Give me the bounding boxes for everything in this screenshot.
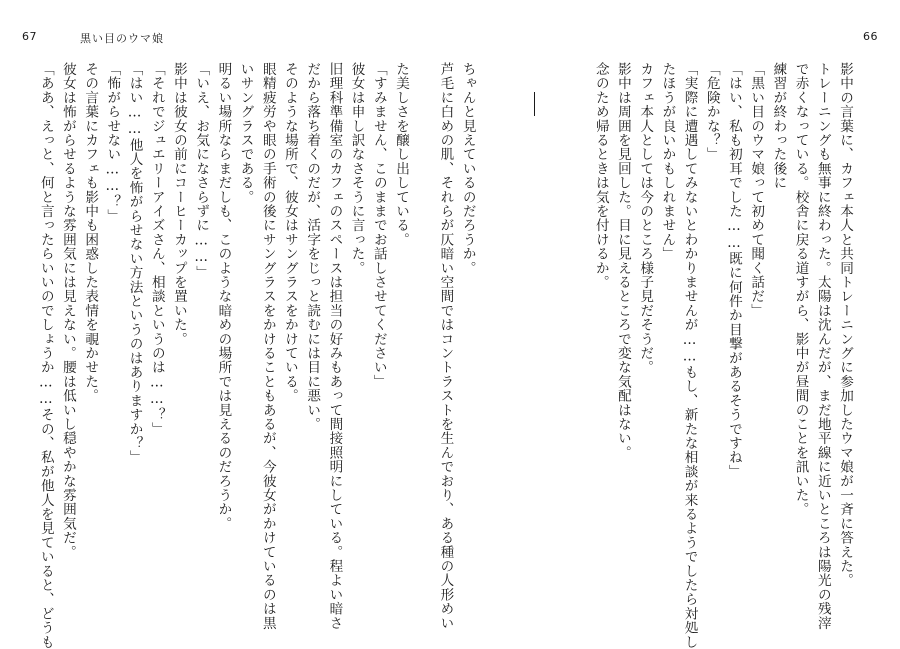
text-line: で赤くなっている。校舎に戻る道すがら、影中が昼間のことを訊いた。: [792, 62, 809, 517]
text-line: トレーニングも無事に終わった。太陽は沈んだが、まだ地平線に近いところは陽光の残滓: [814, 62, 831, 630]
text-line: 「実際に遭遇してみないとわかりませんが……もし、新たな相談が来るようでしたら対処し: [681, 62, 698, 649]
text-line: だから落ち着くのだが、活字をじっと読むには目に悪い。: [304, 62, 321, 432]
text-line: 明るい場所ならまだしも、このような暗めの場所では見えるのだろうか。: [215, 62, 232, 531]
text-line: 芦毛に白めの肌、それらが仄暗い空間ではコントラストを生んでおり、ある種の人形めい: [437, 62, 454, 630]
text-line: いサングラスである。: [237, 62, 254, 204]
blank-line: [545, 62, 567, 602]
text-line: カフェ本人としては今のところ様子見だそうだ。: [637, 62, 654, 375]
text-line: そのような場所で、彼女はサングラスをかけている。: [281, 62, 298, 403]
text-line: 彼女は申し訳なさそうに言った。: [348, 62, 365, 275]
text-line: た美しさを醸し出している。: [393, 62, 409, 247]
text-line: 「いえ、お気になさらずに……」: [193, 62, 210, 280]
text-line: 「すみません、このままでお話しさせてください」: [370, 62, 387, 389]
text-line: 「はい……他人を怖がらせない方法というのはありますか？」: [126, 62, 143, 465]
text-line: 「ああ、えっと、何と言ったらいいのでしょうか……その、私が他人を見ていると、どうも: [37, 62, 54, 649]
text-line: 彼女は怖がらせるような雰囲気には見えない。腰は低いし穏やかな雰囲気だ。: [59, 62, 76, 559]
blank-line: [479, 62, 501, 602]
left-page-body: [22, 62, 412, 649]
text-line: 「それでジュエリーアイズさん、相談というのは……？」: [148, 62, 165, 436]
page-number-left: 67: [22, 30, 37, 43]
blank-line: [567, 62, 589, 602]
text-line: 「怖がらせない……？」: [104, 62, 121, 223]
text-line: たほうが良いかもしれません」: [659, 62, 676, 261]
right-page: [437, 0, 900, 649]
text-line: 旧理科準備室のカフェのスペースは担当の好みもあって間接照明にしている。程よい暗さ: [326, 62, 343, 630]
text-line: ちゃんと見えているのだろうか。: [459, 62, 476, 275]
running-head: 黒い目のウマ娘: [80, 32, 164, 45]
text-line: 練習が終わった後に: [770, 62, 787, 190]
text-line: 「黒い目のウマ娘って初めて聞く話だ」: [748, 62, 765, 318]
text-line: 「はい、私も初耳でした……既に何件か目撃があるそうですね」: [725, 62, 742, 479]
text-line: 眼精疲労や眼の手術の後にサングラスをかけることもあるが、今彼女がかけているのは黒: [259, 62, 276, 630]
blank-line: [501, 62, 523, 602]
scene-break-rule: [523, 62, 545, 602]
text-line: 念のため帰るときは気を付けるか。: [592, 62, 609, 290]
text-line: 影中は彼女の前にコーヒーカップを置いた。: [170, 62, 187, 346]
page-number-right: 66: [863, 30, 878, 43]
text-line: その言葉にカフェも影中も困惑した表情を覗かせた。: [82, 62, 99, 403]
text-line: 影中は周囲を見回した。目に見えるところで変な気配はない。: [614, 62, 631, 460]
text-line: 「危険かな？」: [703, 62, 720, 162]
text-line: 影中の言葉に、カフェ本人と共同トレーニングに参加したウマ娘が一斉に答えた。: [837, 62, 853, 588]
right-page-body: [437, 62, 856, 649]
